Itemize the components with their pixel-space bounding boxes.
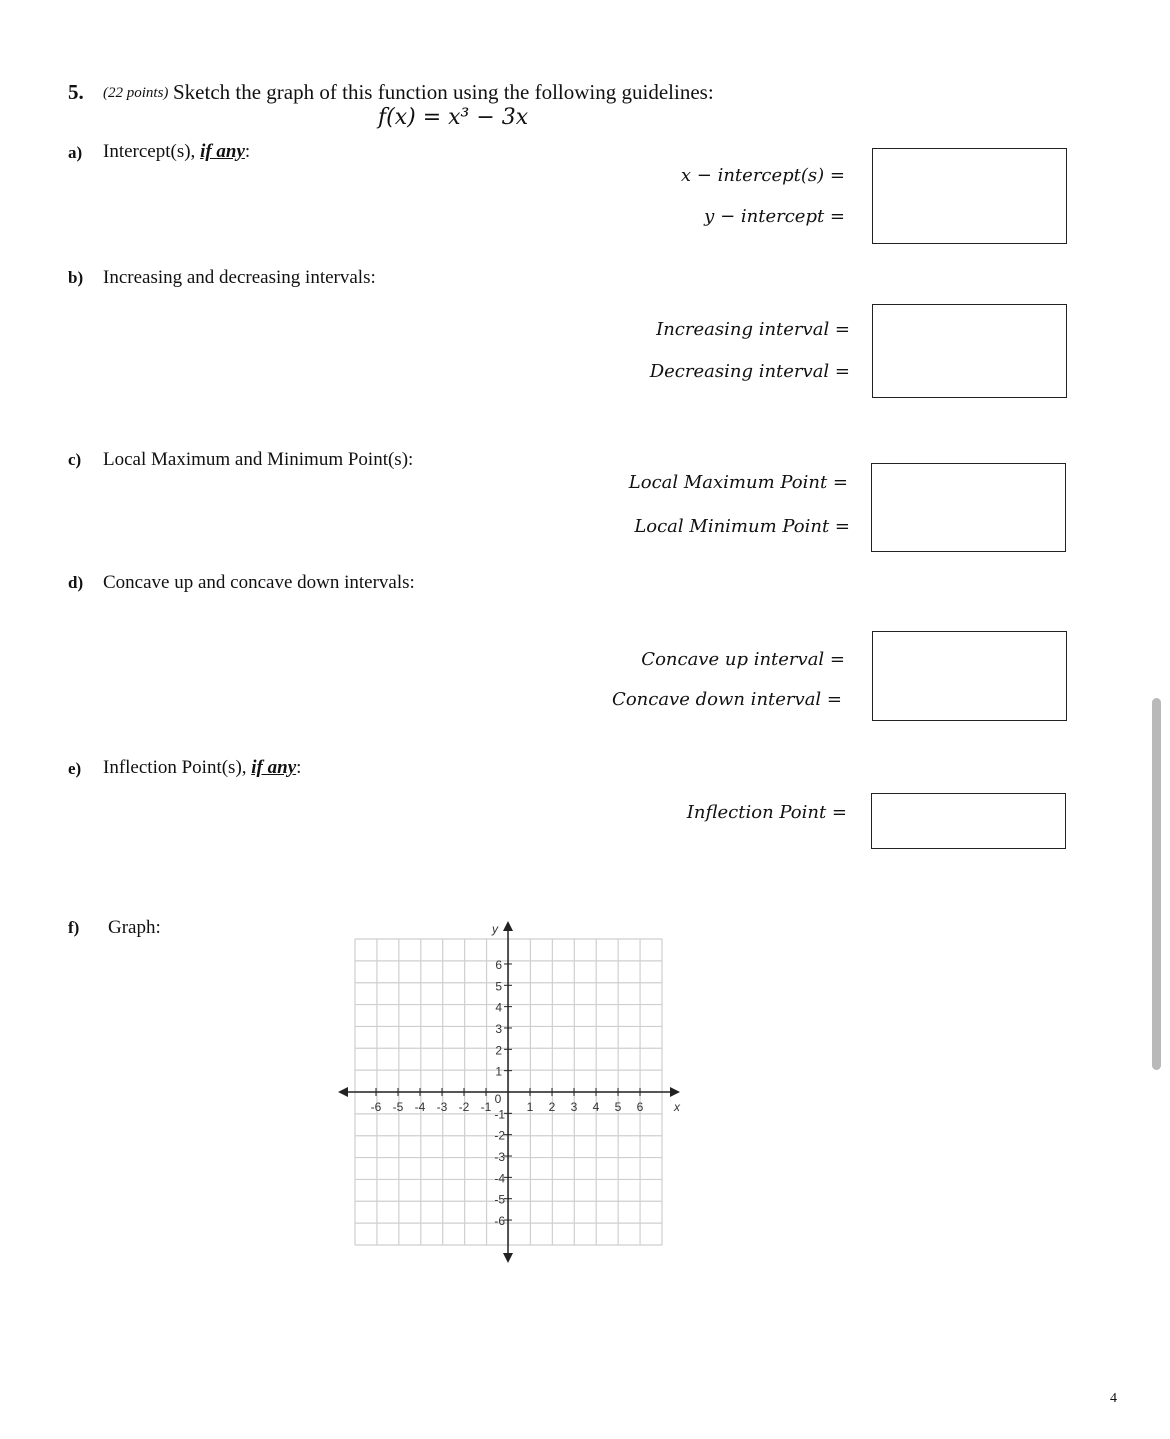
part-a-suffix: : [244,141,251,162]
part-e-text-main: Inflection Point(s), [103,757,252,778]
part-a-text-main: Intercept(s), [103,141,201,162]
local-minimum-label: Local Minimum Point = [634,516,850,537]
part-a-text [103,141,250,163]
answer-box-concavity[interactable] [872,631,1067,721]
part-f-text: Graph: [108,917,161,938]
tick-labels [371,922,681,1228]
function-formula: f(x) = x³ − 3x [378,105,529,130]
part-e-letter: e) [68,759,82,778]
answer-box-intervals[interactable] [872,304,1067,398]
concave-down-label: Concave down interval = [612,689,842,710]
question-points: (22 points) [103,85,169,101]
part-c-letter: c) [68,450,82,469]
y-intercept-label: y − intercept = [704,206,845,227]
part-e-emphasis: if any [251,757,297,778]
y-tick-label: -4 [494,1171,505,1186]
origin-label: 0 [494,1092,502,1106]
x-intercept-label: x − intercept(s) = [680,165,845,186]
y-tick-label: -2 [494,1128,505,1143]
x-tick-label: 2 [548,1100,556,1114]
x-tick-label: 5 [614,1100,622,1114]
x-tick-label: -2 [458,1100,470,1114]
x-tick-label: 3 [570,1100,578,1114]
y-axis-down-arrow [503,1253,513,1263]
part-e-suffix: : [296,757,302,778]
part-a-letter: a) [68,143,83,162]
scrollbar-thumb[interactable] [1152,698,1161,1070]
x-tick-label: 1 [526,1100,534,1114]
coordinate-grid[interactable] [330,915,700,1270]
page-number: 4 [1110,1391,1117,1406]
y-tick-label: 6 [495,957,502,972]
y-tick-label: -6 [494,1214,505,1229]
x-axis-right-arrow [670,1087,680,1097]
y-tick-label: -5 [494,1192,505,1207]
y-axis-label: y [492,922,498,936]
part-b-letter: b) [68,268,84,287]
answer-box-inflection[interactable] [871,793,1066,849]
question-number: 5. [68,80,84,104]
answer-box-extrema[interactable] [871,463,1066,552]
x-tick-label: 6 [636,1100,644,1114]
x-tick-label: -4 [414,1100,426,1114]
x-tick-label: -6 [370,1100,382,1114]
y-tick-label: 1 [495,1064,502,1079]
local-maximum-label: Local Maximum Point = [628,472,848,493]
part-d-text: Concave up and concave down intervals: [103,572,415,593]
x-axis-label: x [674,1100,680,1114]
y-tick-label: -3 [494,1150,505,1165]
part-a-emphasis: if any [200,141,245,162]
increasing-interval-label: Increasing interval = [656,319,850,340]
part-b-text: Increasing and decreasing intervals: [103,267,376,288]
inflection-point-label: Inflection Point = [686,802,847,823]
y-tick-label: 2 [495,1043,502,1058]
part-f-letter: f) [68,918,80,937]
x-tick-label: -5 [392,1100,404,1114]
concave-up-label: Concave up interval = [641,649,845,670]
part-e-text [103,757,301,779]
x-tick-label: -3 [436,1100,448,1114]
x-tick-label: -1 [480,1100,492,1114]
y-tick-label: -1 [494,1107,505,1122]
decreasing-interval-label: Decreasing interval = [649,361,850,382]
x-tick-label: 4 [592,1100,600,1114]
y-tick-label: 5 [495,979,502,994]
y-tick-label: 4 [495,1000,502,1015]
part-d-letter: d) [68,573,84,592]
part-c-text: Local Maximum and Minimum Point(s): [103,449,414,470]
answer-box-intercepts[interactable] [872,148,1067,244]
question-text: Sketch the graph of this function using the following guidelines: [173,80,714,104]
y-axis-up-arrow [503,921,513,931]
x-axis-left-arrow [338,1087,348,1097]
y-tick-label: 3 [495,1021,502,1036]
